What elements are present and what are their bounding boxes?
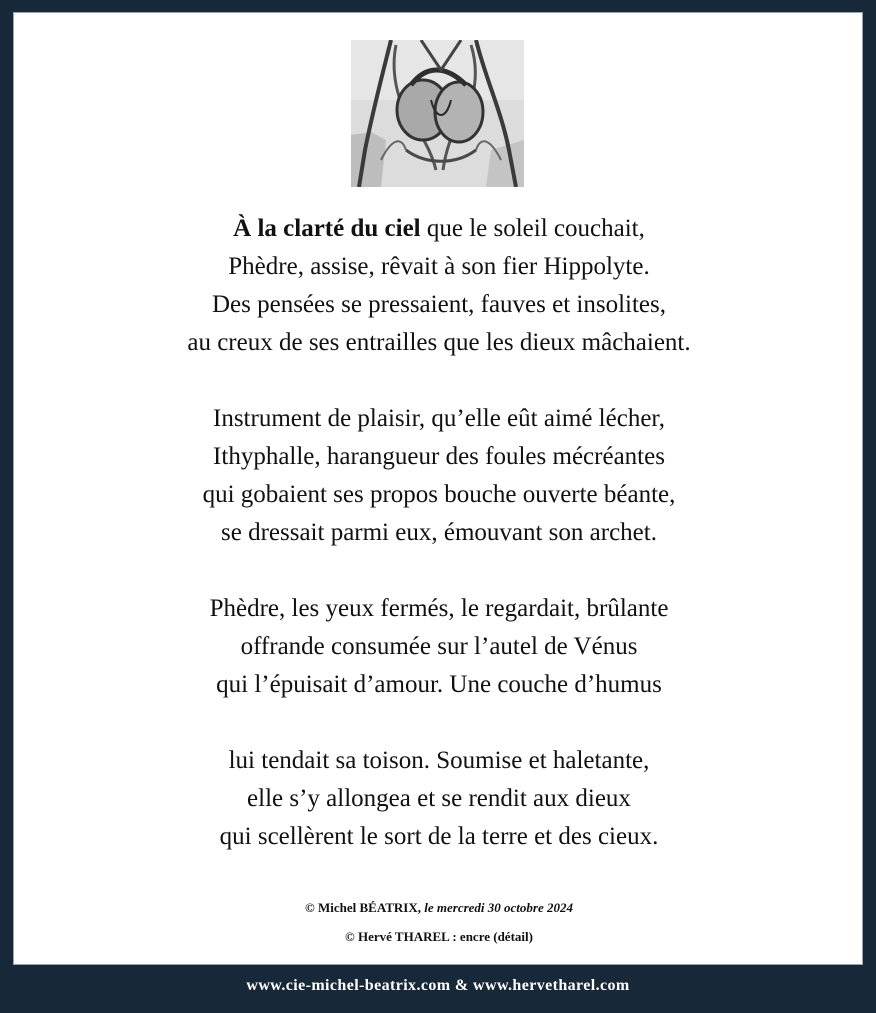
- link-cie-michel-beatrix[interactable]: www.cie-michel-beatrix.com: [246, 977, 451, 994]
- poem-line: qui l’épuisait d’amour. Une couche d’humus: [216, 671, 662, 698]
- poem-line: offrande consumée sur l’autel de Vénus: [240, 633, 638, 660]
- poem-line: Phèdre, assise, rêvait à son fier Hippolyte.: [228, 253, 650, 280]
- poem-card: [13, 12, 863, 965]
- stanza-1: [14, 210, 864, 362]
- poem-line-rest: que le soleil couchait,: [420, 215, 645, 242]
- ink-sketch-figure: [351, 40, 524, 187]
- poem-line: au creux de ses entrailles que les dieux mâchaient.: [187, 329, 691, 356]
- poem-line: se dressait parmi eux, émouvant son archet.: [221, 519, 657, 546]
- poem-line: [14, 210, 864, 248]
- poem-line: qui gobaient ses propos bouche ouverte béante,: [202, 481, 676, 508]
- poem-line: lui tendait sa toison. Soumise et haletante,: [228, 747, 650, 774]
- credits: [14, 893, 864, 951]
- poem-line-bold-opening: À la clarté du ciel: [233, 215, 421, 242]
- stanza-3: [14, 590, 864, 704]
- author-credit: [14, 893, 864, 922]
- author-name: © Michel BÉATRIX,: [305, 900, 421, 915]
- poem-text: [14, 210, 864, 856]
- poem-line: Phèdre, les yeux fermés, le regardait, brûlante: [209, 595, 669, 622]
- stanza-2: [14, 400, 864, 552]
- artist-credit: © Hervé THAREL : encre (détail): [345, 929, 533, 944]
- poem-line: Des pensées se pressaient, fauves et insolites,: [211, 291, 667, 318]
- publication-date: le mercredi 30 octobre 2024: [424, 900, 573, 915]
- poem-line: elle s’y allongea et se rendit aux dieux: [247, 785, 631, 812]
- link-separator: &: [454, 977, 469, 994]
- stanza-4: [14, 742, 864, 856]
- link-hervetharel[interactable]: www.hervetharel.com: [473, 977, 630, 994]
- poem-line: Instrument de plaisir, qu’elle eût aimé lécher,: [213, 405, 665, 432]
- footer-links: [0, 966, 876, 1013]
- poem-line: Ithyphalle, harangueur des foules mécréantes: [213, 443, 665, 470]
- poem-line: qui scellèrent le sort de la terre et des cieux.: [219, 823, 659, 850]
- ink-drawing-image: [351, 40, 524, 187]
